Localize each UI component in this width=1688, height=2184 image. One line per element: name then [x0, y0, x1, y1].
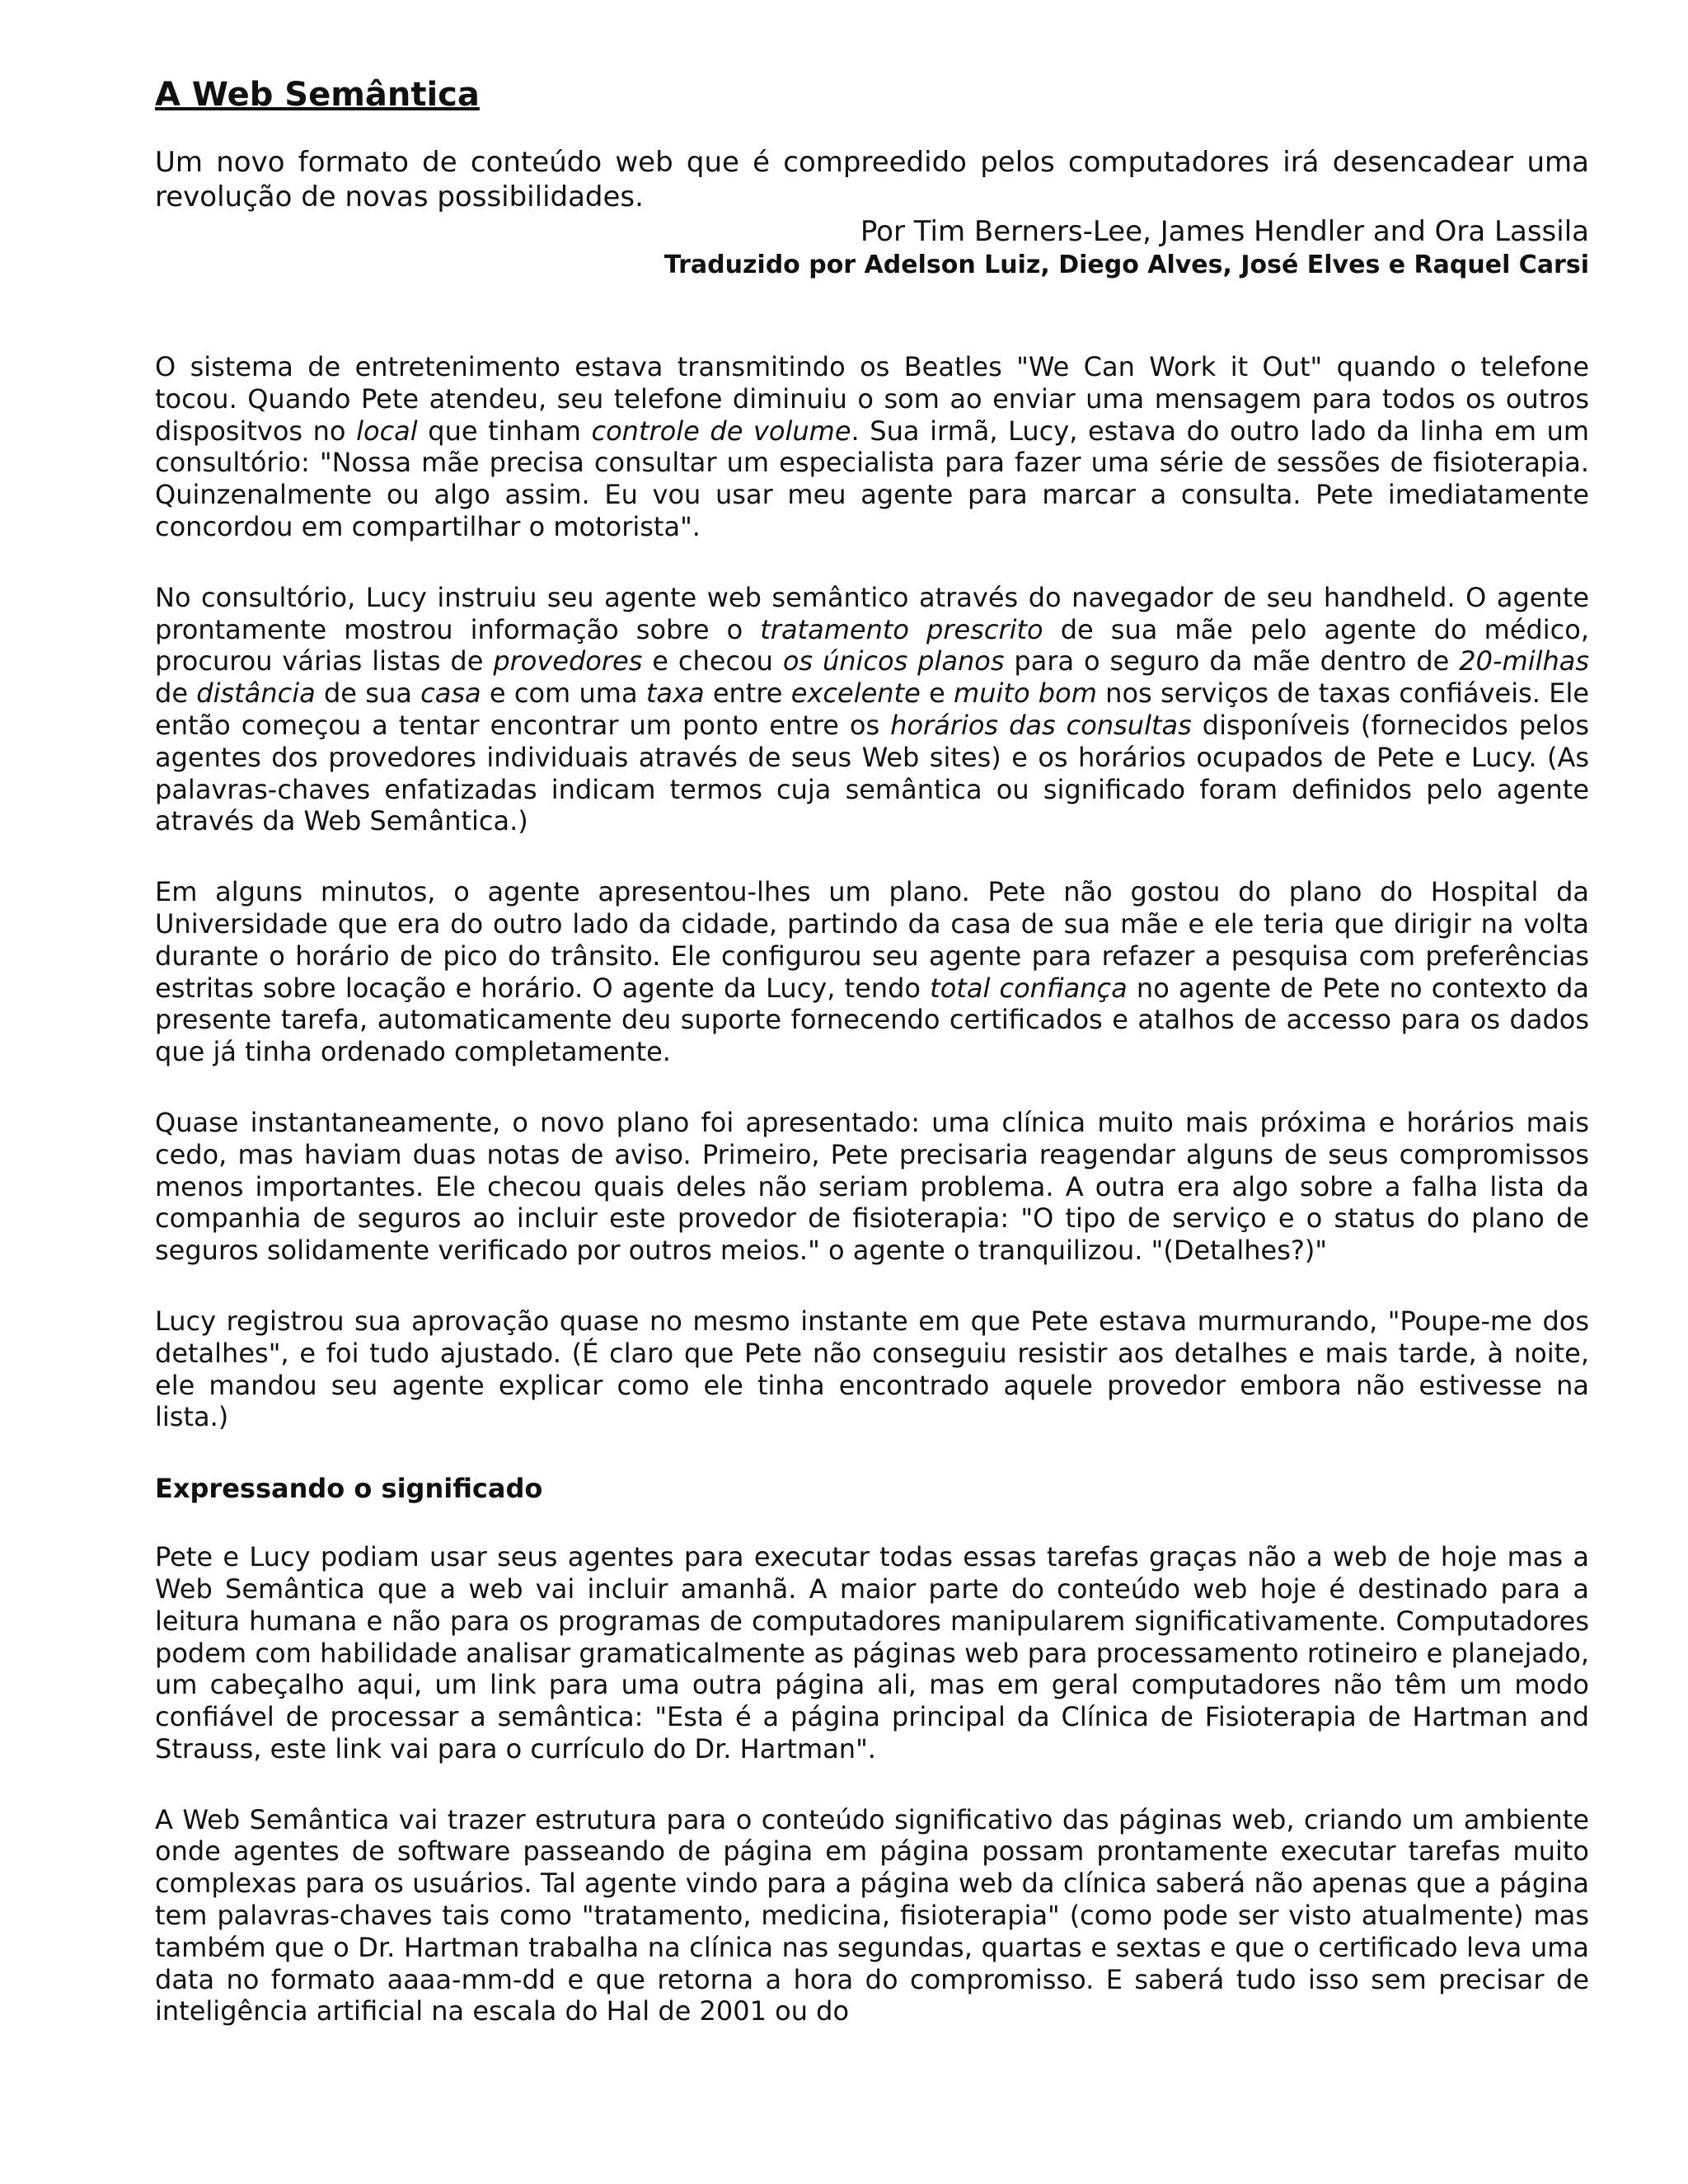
paragraph-3: Em alguns minutos, o agente apresentou-lhes um plano. Pete não gostou do plano do Hospital da Universidade que era do outro lado da cidade, partindo da casa de sua mãe e ele teria que dirigir na volta durante o horário de pico do trânsito. Ele configurou seu agente para refazer a pesquisa com preferências estritas sobre locação e horário. O agente da Lucy, tendo total confiança no agente de Pete no contexto da presente tarefa, automaticamente deu suporte fornecendo certificados e atalhos de accesso para os dados que já tinha ordenado completamente. — [155, 876, 1590, 1068]
paragraph-7: A Web Semântica vai trazer estrutura para o conteúdo significativo das páginas web, criando um ambiente onde agentes de software passeando de página em página possam prontamente executar tarefas muito complexas para os usuários. Tal agente vindo para a página web da clínica saberá não apenas que a página tem palavras-chaves tais como "tratamento, medicina, fisioterapia" (como pode ser visto atualmente) mas também que o Dr. Hartman trabalha na clínica nas segundas, quartas e sextas e que o certificado leva uma data no formato aaaa-mm-dd e que retorna a hora do compromisso. E saberá tudo isso sem precisar de inteligência artificial na escala do Hal de 2001 ou do — [155, 1803, 1589, 2027]
paragraph-2: No consultório, Lucy instruiu seu agente web semântico através do navegador de seu handheld. O agente prontamente mostrou informação sobre o tratamento prescrito de sua mãe pelo agente do médico, procurou várias listas de provedores e checou os únicos planos para o seguro da mãe dentro de 20-milhas de distância de sua casa e com uma taxa entre excelente e muito bom nos serviços de taxas confiáveis. Ele então começou a tentar encontrar um ponto entre os horários das consultas disponíveis (fornecidos pelos agentes dos provedores individuais através de seus Web sites) e os horários ocupados de Pete e Lucy. (As palavras-chaves enfatizadas indicam termos cuja semântica ou significado foram definidos pelo agente através da Web Semântica.) — [155, 581, 1590, 837]
subtitle: Um novo formato de conteúdo web que é compreedido pelos computadores irá desencadear uma revolução de novas possibilidades. — [155, 146, 1589, 213]
paragraph-1: O sistema de entretenimento estava transmitindo os Beatles "We Can Work it Out" quando o telefone tocou. Quando Pete atendeu, seu telefone diminuiu o som ao enviar uma mensagem para todos os outros dispositvos no local que tinham controle de volume. Sua irmã, Lucy, estava do outro lado da linha em um consultório: "Nossa mãe precisa consultar um especialista para fazer uma série de sessões de fisioterapia. Quinzenalmente ou algo assim. Eu vou usar meu agente para marcar a consulta. Pete imediatamente concordou em compartilhar o motorista". — [155, 351, 1590, 542]
document-title: A Web Semântica — [155, 76, 480, 114]
section-heading: Expressando o significado — [155, 1473, 543, 1505]
translators-line: Traduzido por Adelson Luiz, Diego Alves, José Elves e Raquel Carsi — [663, 251, 1589, 279]
paragraph-4: Quase instantaneamente, o novo plano foi apresentado: uma clínica muito mais próxima e horários mais cedo, mas haviam duas notas de aviso. Primeiro, Pete precisaria reagendar alguns de seus compromissos menos importantes. Ele checou quais deles não seriam problema. A outra era algo sobre a falha lista da companhia de seguros ao incluir este provedor de fisioterapia: "O tipo de serviço e o status do plano de seguros solidamente verificado por outros meios." o agente o tranquilizou. "(Detalhes?)" — [155, 1106, 1589, 1267]
paragraph-5: Lucy registrou sua aprovação quase no mesmo instante em que Pete estava murmurando, "Poupe-me dos detalhes", e foi tudo ajustado. (É claro que Pete não conseguiu resistir aos detalhes e mais tarde, à noite, ele mandou seu agente explicar como ele tinha encontrado aquele provedor embora não estivesse na lista.) — [155, 1305, 1589, 1433]
authors-line: Por Tim Berners-Lee, James Hendler and Ora Lassila — [860, 215, 1589, 248]
document-page — [155, 73, 1589, 2066]
paragraph-6: Pete e Lucy podiam usar seus agentes para executar todas essas tarefas graças não a web de hoje mas a Web Semântica que a web vai incluir amanhã. A maior parte do conteúdo web hoje é destinado para a leitura humana e não para os programas de computadores manipularem significativamente. Computadores podem com habilidade analisar gramaticalmente as páginas web para processamento rotineiro e planejado, um cabeçalho aqui, um link para uma outra página ali, mas em geral computadores não têm um modo confiável de processar a semântica: "Esta é a página principal da Clínica de Fisioterapia de Hartman and Strauss, este link vai para o currículo do Dr. Hartman". — [155, 1541, 1589, 1765]
